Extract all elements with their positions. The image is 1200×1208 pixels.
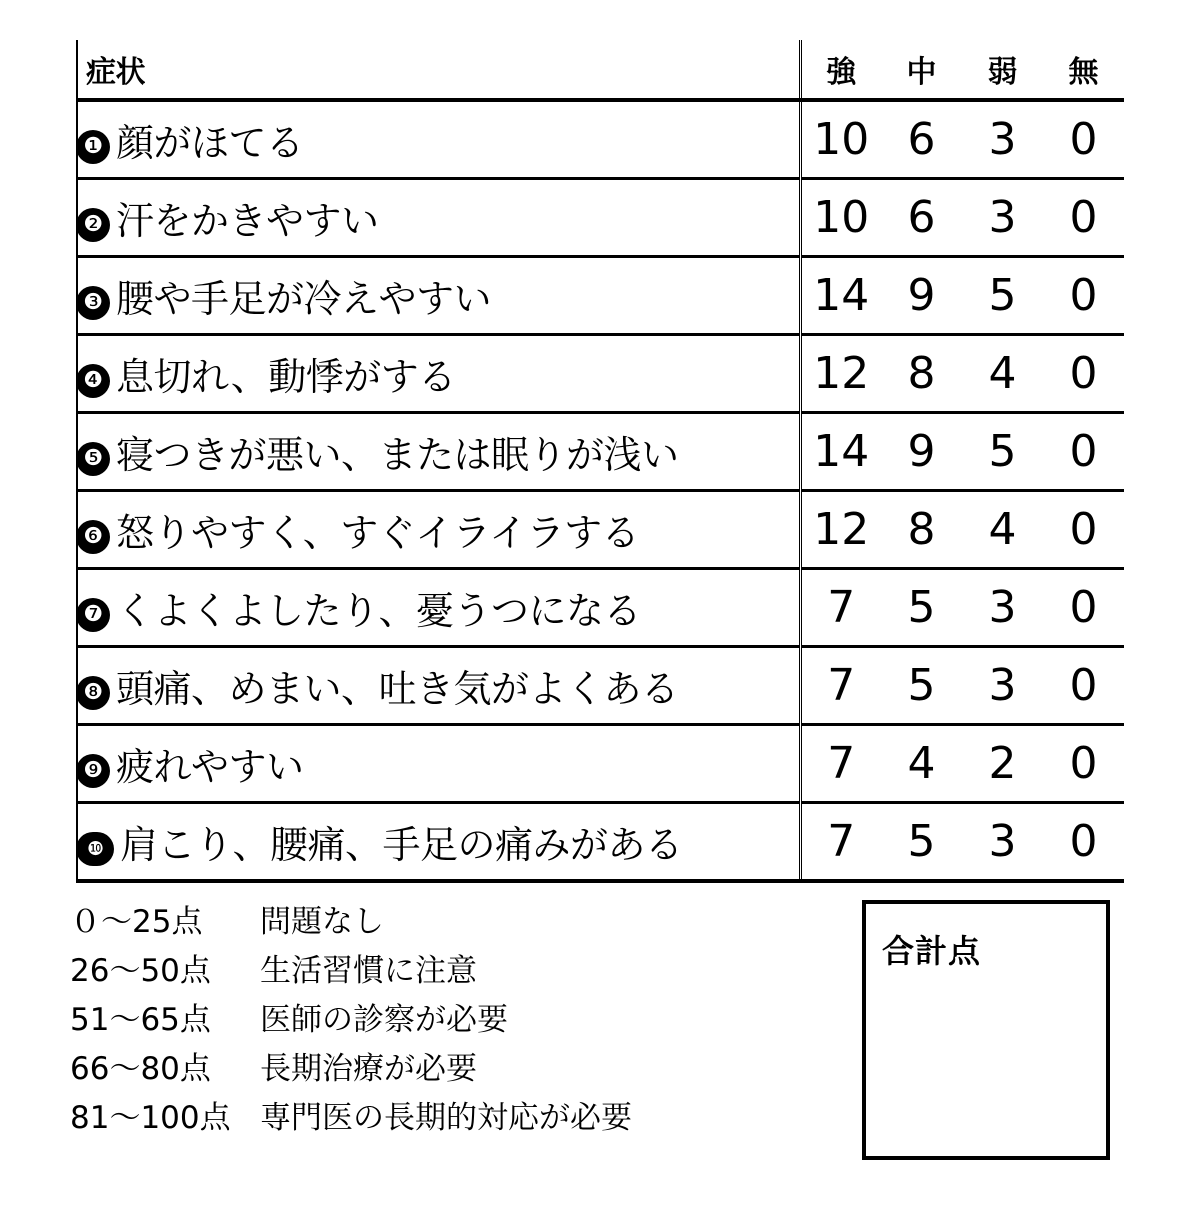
row-number-badge: ❺	[76, 442, 110, 476]
row-number-badge: ❷	[76, 208, 110, 242]
score-none[interactable]: 0	[1043, 725, 1124, 803]
row-number-badge: ❹	[76, 364, 110, 398]
symptom-cell	[76, 413, 800, 491]
score-strong[interactable]: 7	[800, 569, 881, 647]
table-row	[76, 257, 1124, 335]
legend-description: 長期治療が必要	[260, 1051, 477, 1087]
score-strong[interactable]: 7	[800, 725, 881, 803]
score-weak[interactable]: 3	[962, 100, 1043, 179]
score-weak[interactable]: 3	[962, 647, 1043, 725]
score-weak[interactable]: 3	[962, 803, 1043, 882]
legend-range: 81～100点	[70, 1100, 231, 1136]
score-none[interactable]: 0	[1043, 179, 1124, 257]
symptom-cell	[76, 569, 800, 647]
row-number-badge: ❼	[76, 598, 110, 632]
row-number-badge: ❽	[76, 676, 110, 710]
score-weak[interactable]: 3	[962, 179, 1043, 257]
legend-range: 51～65点	[70, 1002, 211, 1038]
score-weak[interactable]: 5	[962, 413, 1043, 491]
score-medium[interactable]: 4	[881, 725, 962, 803]
symptom-label: 疲れやすい	[116, 745, 304, 789]
table-row	[76, 569, 1124, 647]
header-level-weak: 弱	[962, 40, 1043, 100]
symptom-label: 肩こり、腰痛、手足の痛みがある	[120, 823, 683, 867]
legend-description: 医師の診察が必要	[260, 1002, 508, 1038]
symptom-table-container	[76, 40, 1124, 883]
score-none[interactable]: 0	[1043, 491, 1124, 569]
symptom-label: 顔がほてる	[116, 121, 304, 165]
score-strong[interactable]: 14	[800, 257, 881, 335]
score-medium[interactable]: 5	[881, 569, 962, 647]
total-score-box[interactable]	[862, 900, 1110, 1160]
score-strong[interactable]: 14	[800, 413, 881, 491]
row-number-badge: ❻	[76, 520, 110, 554]
legend-item	[70, 898, 810, 947]
table-row	[76, 491, 1124, 569]
score-none[interactable]: 0	[1043, 647, 1124, 725]
score-none[interactable]: 0	[1043, 257, 1124, 335]
score-strong[interactable]: 10	[800, 100, 881, 179]
score-strong[interactable]: 10	[800, 179, 881, 257]
table-row	[76, 413, 1124, 491]
score-none[interactable]: 0	[1043, 335, 1124, 413]
symptom-cell	[76, 179, 800, 257]
symptom-cell	[76, 725, 800, 803]
legend-item	[70, 996, 810, 1045]
table-row	[76, 647, 1124, 725]
table-row	[76, 335, 1124, 413]
symptom-cell	[76, 100, 800, 179]
legend-range: 26～50点	[70, 953, 211, 989]
legend-item	[70, 1094, 810, 1143]
row-number-badge: ❿	[76, 832, 114, 866]
score-weak[interactable]: 4	[962, 491, 1043, 569]
symptom-score-table	[76, 40, 1124, 883]
score-medium[interactable]: 6	[881, 100, 962, 179]
score-medium[interactable]: 9	[881, 257, 962, 335]
table-header-row	[76, 40, 1124, 100]
score-medium[interactable]: 8	[881, 491, 962, 569]
symptom-label: 息切れ、動悸がする	[116, 355, 456, 399]
legend-range: 66～80点	[70, 1051, 211, 1087]
legend-item	[70, 947, 810, 996]
legend-range: ０～25点	[70, 904, 203, 940]
row-number-badge: ❶	[76, 130, 110, 164]
row-number-badge: ❾	[76, 754, 110, 788]
row-number-badge: ❸	[76, 286, 110, 320]
score-weak[interactable]: 3	[962, 569, 1043, 647]
symptom-cell	[76, 803, 800, 882]
legend-description: 専門医の長期的対応が必要	[260, 1100, 632, 1136]
score-none[interactable]: 0	[1043, 803, 1124, 882]
symptom-cell	[76, 647, 800, 725]
table-row	[76, 179, 1124, 257]
score-medium[interactable]: 8	[881, 335, 962, 413]
table-row	[76, 803, 1124, 882]
score-none[interactable]: 0	[1043, 100, 1124, 179]
header-level-none: 無	[1043, 40, 1124, 100]
score-none[interactable]: 0	[1043, 413, 1124, 491]
table-row	[76, 725, 1124, 803]
score-strong[interactable]: 7	[800, 647, 881, 725]
symptom-label: 頭痛、めまい、吐き気がよくある	[116, 667, 679, 711]
score-medium[interactable]: 6	[881, 179, 962, 257]
header-symptom: 症状	[76, 40, 800, 100]
symptom-label: 怒りやすく、すぐイライラする	[116, 511, 640, 555]
score-medium[interactable]: 5	[881, 647, 962, 725]
symptom-label: 寝つきが悪い、または眠りが浅い	[116, 433, 679, 477]
header-level-medium: 中	[881, 40, 962, 100]
symptom-label: くよくよしたり、憂うつになる	[116, 589, 642, 633]
table-row	[76, 100, 1124, 179]
header-level-strong: 強	[800, 40, 881, 100]
score-weak[interactable]: 2	[962, 725, 1043, 803]
symptom-label: 汗をかきやすい	[116, 199, 379, 243]
legend-description: 問題なし	[260, 904, 384, 940]
total-score-label: 合計点	[882, 932, 982, 970]
score-strong[interactable]: 12	[800, 335, 881, 413]
legend-item	[70, 1045, 810, 1094]
score-strong[interactable]: 12	[800, 491, 881, 569]
score-weak[interactable]: 5	[962, 257, 1043, 335]
score-medium[interactable]: 5	[881, 803, 962, 882]
symptom-cell	[76, 335, 800, 413]
score-legend	[70, 898, 810, 1143]
score-strong[interactable]: 7	[800, 803, 881, 882]
symptom-cell	[76, 257, 800, 335]
legend-description: 生活習慣に注意	[260, 953, 477, 989]
symptom-label: 腰や手足が冷えやすい	[116, 277, 492, 321]
score-weak[interactable]: 4	[962, 335, 1043, 413]
score-medium[interactable]: 9	[881, 413, 962, 491]
symptom-cell	[76, 491, 800, 569]
score-none[interactable]: 0	[1043, 569, 1124, 647]
